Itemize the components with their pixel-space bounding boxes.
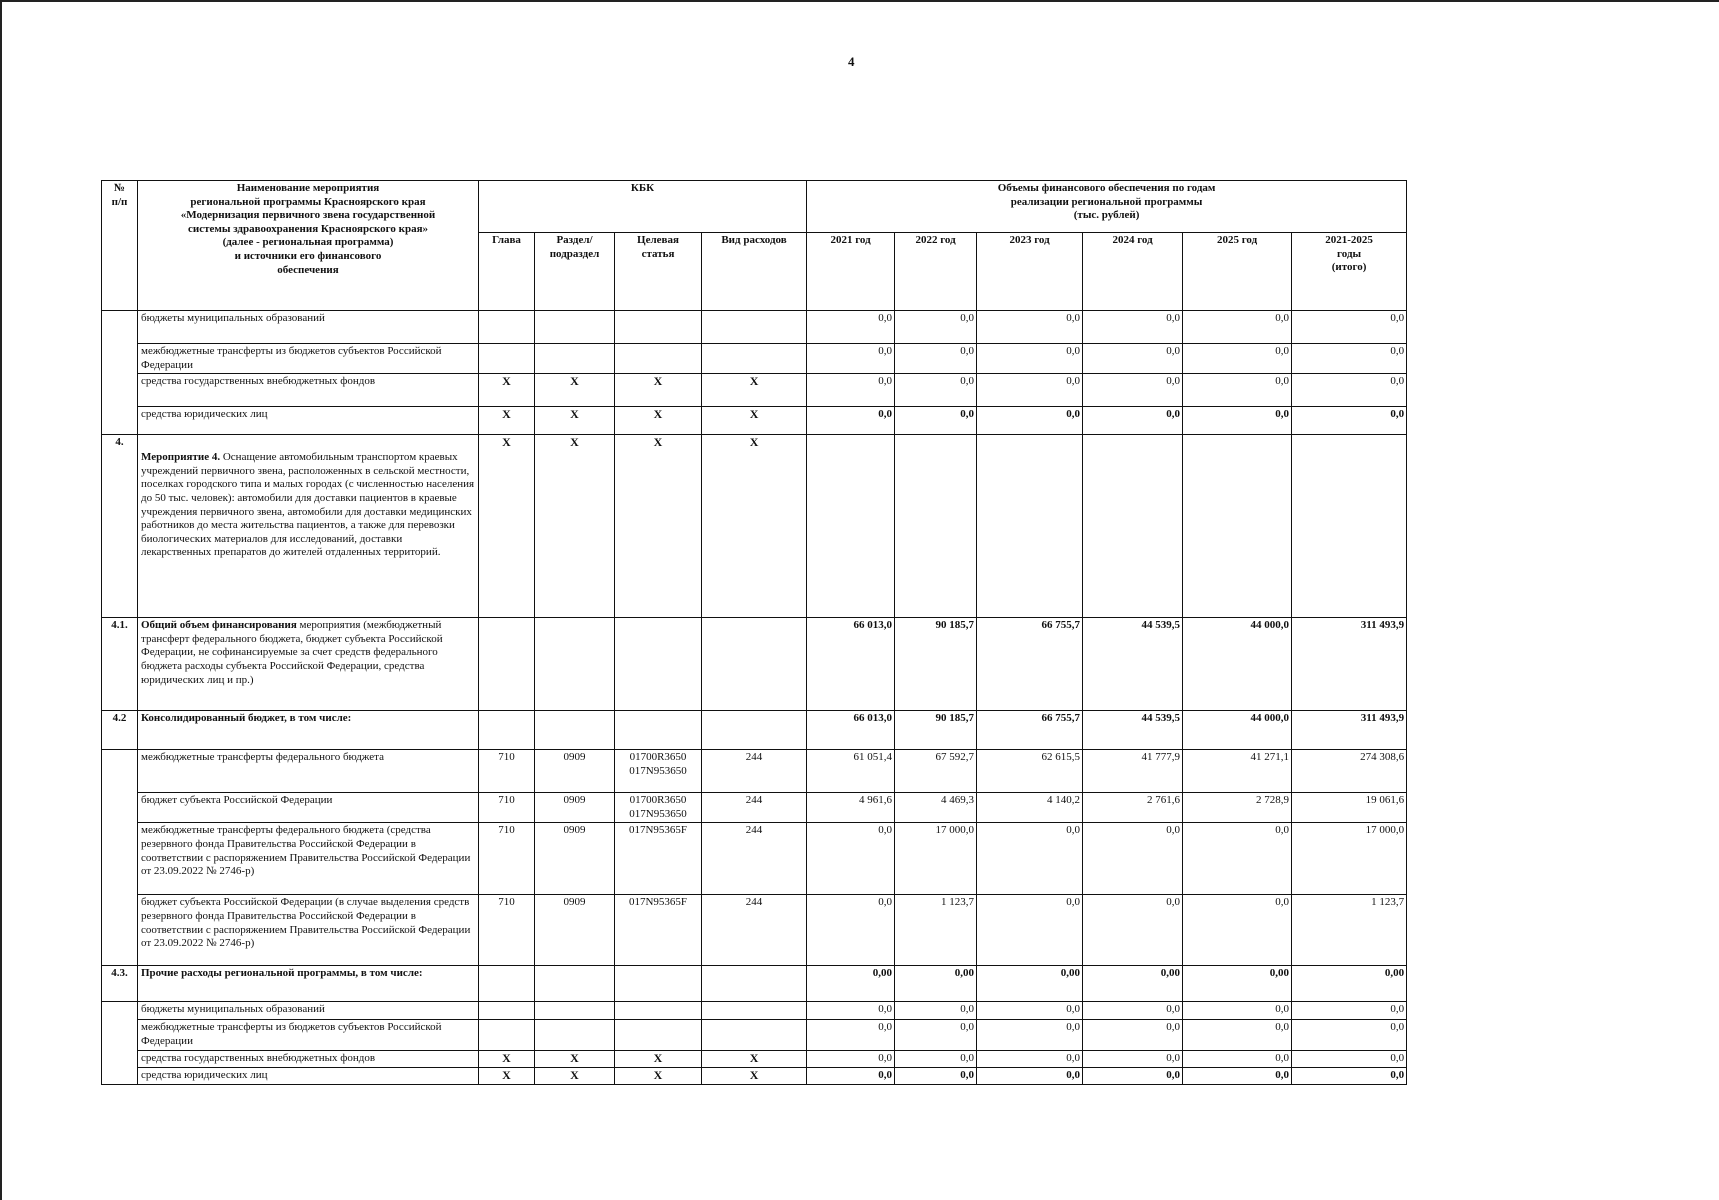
value-total: 311 493,9: [1292, 711, 1407, 750]
value-2025: 0,0: [1183, 407, 1292, 435]
value-2021: 0,0: [807, 374, 895, 407]
value-2021: 0,0: [807, 1050, 895, 1067]
scan-edge: [0, 0, 1719, 2]
header-2024: 2024 год: [1083, 233, 1183, 311]
razdel-cell: X: [535, 435, 615, 618]
table-row: [102, 1067, 1407, 1084]
header-statya: Целевая статья: [615, 233, 702, 311]
row-num-cell: [102, 750, 138, 966]
value-2024: 2 761,6: [1083, 793, 1183, 823]
table-row: [102, 311, 1407, 344]
table-row: [102, 750, 1407, 793]
value-2023: 0,0: [977, 1020, 1083, 1050]
value-2021: 61 051,4: [807, 750, 895, 793]
glava-cell: X: [479, 1050, 535, 1067]
table-header: [102, 181, 1407, 311]
razdel-cell: X: [535, 1067, 615, 1084]
row-name: межбюджетные трансферты федерального бюджета (средства резервного фонда Правительства Российской Федерации в соответствии с распоряжением Правительства Российской Федерации от 23.09.2022 № 2746-р): [138, 823, 479, 895]
value-2023: 66 755,7: [977, 711, 1083, 750]
value-2022: 0,0: [895, 1050, 977, 1067]
statya-cell: 017N95365F: [615, 823, 702, 895]
value-2023: 0,0: [977, 407, 1083, 435]
vid-cell: 244: [702, 793, 807, 823]
value-2025: 0,0: [1183, 374, 1292, 407]
value-2021: 0,0: [807, 895, 895, 966]
row-name: Прочие расходы региональной программы, в том числе:: [138, 966, 479, 1002]
statya-cell: X: [615, 1050, 702, 1067]
value-2025: 0,0: [1183, 823, 1292, 895]
statya-cell: 01700R3650 017N953650: [615, 750, 702, 793]
value-2021: 0,0: [807, 1002, 895, 1020]
vid-cell: [702, 966, 807, 1002]
vid-cell: [702, 711, 807, 750]
measure-4-description: [138, 435, 479, 618]
value-2024: 44 539,5: [1083, 711, 1183, 750]
value-2021: 66 013,0: [807, 618, 895, 711]
value-total: 0,0: [1292, 1050, 1407, 1067]
vid-cell: 244: [702, 895, 807, 966]
row-name: межбюджетные трансферты из бюджетов субъектов Российской Федерации: [138, 344, 479, 374]
value-2023: 0,00: [977, 966, 1083, 1002]
table-row: [102, 793, 1407, 823]
razdel-cell: [535, 311, 615, 344]
row-name: средства государственных внебюджетных фондов: [138, 374, 479, 407]
value-total: 19 061,6: [1292, 793, 1407, 823]
glava-cell: [479, 311, 535, 344]
header-name: Наименование мероприятия региональной программы Красноярского края «Модернизация первичного звена государственной системы здравоохранения Красноярского края» (далее - региональная программа) и источники его финансового обеспечения: [138, 181, 479, 311]
table-row: [102, 407, 1407, 435]
value-2025: 0,0: [1183, 311, 1292, 344]
value-2022: 17 000,0: [895, 823, 977, 895]
value-2023: [977, 435, 1083, 618]
measure-4-text: Оснащение автомобильным транспортом краевых учреждений первичного звена, расположенных в сельской местности, поселках городского типа и малых городах (с численностью населения до 50 тыс. человек): автомобили для доставки пациентов в краевые учреждения первичного звена, автомобили для доставки медицинских работников до места жительства пациентов, а также для перевозки биологических материалов для исследований, доставки лекарственных препаратов до жителей отдаленных территорий.: [141, 451, 475, 559]
header-glava: Глава: [479, 233, 535, 311]
statya-cell: 017N95365F: [615, 895, 702, 966]
value-2023: 0,0: [977, 374, 1083, 407]
header-total: 2021-2025 годы (итого): [1292, 233, 1407, 311]
glava-cell: [479, 1020, 535, 1050]
value-2022: 90 185,7: [895, 618, 977, 711]
razdel-cell: [535, 711, 615, 750]
razdel-cell: X: [535, 1050, 615, 1067]
value-2025: [1183, 435, 1292, 618]
table-row: [102, 1020, 1407, 1050]
razdel-cell: 0909: [535, 895, 615, 966]
statya-cell: 01700R3650 017N953650: [615, 793, 702, 823]
glava-cell: X: [479, 407, 535, 435]
row-name: бюджеты муниципальных образований: [138, 311, 479, 344]
header-num: № п/п: [102, 181, 138, 311]
value-2022: 0,0: [895, 1002, 977, 1020]
row-4-1-description: [138, 618, 479, 711]
header-kbk: КБК: [479, 181, 807, 233]
value-2022: 4 469,3: [895, 793, 977, 823]
vid-cell: [702, 344, 807, 374]
statya-cell: X: [615, 374, 702, 407]
value-2022: 90 185,7: [895, 711, 977, 750]
value-2023: 4 140,2: [977, 793, 1083, 823]
table-row: [102, 1002, 1407, 1020]
value-2024: 0,0: [1083, 311, 1183, 344]
statya-cell: [615, 966, 702, 1002]
finance-table: [101, 180, 1407, 1085]
row-4-3: [102, 966, 1407, 1002]
row-name: средства юридических лиц: [138, 1067, 479, 1084]
value-2025: 0,00: [1183, 966, 1292, 1002]
scan-edge: [0, 0, 2, 1200]
glava-cell: [479, 344, 535, 374]
value-2021: 0,00: [807, 966, 895, 1002]
table-row: [102, 1050, 1407, 1067]
razdel-cell: [535, 618, 615, 711]
row-4-1: [102, 618, 1407, 711]
value-2024: [1083, 435, 1183, 618]
value-2021: 0,0: [807, 407, 895, 435]
row-name: межбюджетные трансферты из бюджетов субъектов Российской Федерации: [138, 1020, 479, 1050]
value-2025: 0,0: [1183, 895, 1292, 966]
razdel-cell: X: [535, 374, 615, 407]
statya-cell: [615, 311, 702, 344]
value-2025: 0,0: [1183, 1050, 1292, 1067]
value-2024: 0,0: [1083, 823, 1183, 895]
value-2025: 0,0: [1183, 1002, 1292, 1020]
value-2021: 0,0: [807, 344, 895, 374]
row-name: бюджеты муниципальных образований: [138, 1002, 479, 1020]
razdel-cell: [535, 966, 615, 1002]
glava-cell: [479, 711, 535, 750]
statya-cell: X: [615, 407, 702, 435]
row-name: средства юридических лиц: [138, 407, 479, 435]
value-2024: 0,0: [1083, 1050, 1183, 1067]
vid-cell: [702, 1020, 807, 1050]
row-name: межбюджетные трансферты федерального бюджета: [138, 750, 479, 793]
value-2022: 0,0: [895, 374, 977, 407]
header-2025: 2025 год: [1183, 233, 1292, 311]
row-name: Консолидированный бюджет, в том числе:: [138, 711, 479, 750]
table-row: [102, 895, 1407, 966]
value-2024: 0,0: [1083, 1020, 1183, 1050]
value-2023: 62 615,5: [977, 750, 1083, 793]
table-row: [102, 374, 1407, 407]
value-total: 0,0: [1292, 344, 1407, 374]
row-4-1-text: мероприятия (межбюджетный трансферт федерального бюджета, бюджет субъекта Российской Федерации, не софинансируемые за счет средств федерального бюджета расходы субъекта Российской Федерации, средства юридических лиц и пр.): [141, 619, 443, 686]
value-2024: 0,00: [1083, 966, 1183, 1002]
statya-cell: [615, 1020, 702, 1050]
value-2023: 0,0: [977, 344, 1083, 374]
glava-cell: 710: [479, 823, 535, 895]
value-2022: 67 592,7: [895, 750, 977, 793]
value-2024: 0,0: [1083, 407, 1183, 435]
value-2021: 0,0: [807, 1067, 895, 1084]
vid-cell: [702, 311, 807, 344]
vid-cell: [702, 618, 807, 711]
table-body: [102, 311, 1407, 1085]
value-2021: [807, 435, 895, 618]
value-2021: 0,0: [807, 311, 895, 344]
value-2022: 0,00: [895, 966, 977, 1002]
value-2021: 4 961,6: [807, 793, 895, 823]
value-total: 0,0: [1292, 311, 1407, 344]
header-volumes: Объемы финансового обеспечения по годам реализации региональной программы (тыс. рублей): [807, 181, 1407, 233]
vid-cell: 244: [702, 750, 807, 793]
value-2024: 0,0: [1083, 374, 1183, 407]
value-2024: 0,0: [1083, 1002, 1183, 1020]
header-vid: Вид расходов: [702, 233, 807, 311]
glava-cell: X: [479, 374, 535, 407]
value-2024: 0,0: [1083, 895, 1183, 966]
row-num: 4.3.: [102, 966, 138, 1002]
value-total: 17 000,0: [1292, 823, 1407, 895]
razdel-cell: [535, 1002, 615, 1020]
value-total: 274 308,6: [1292, 750, 1407, 793]
statya-cell: [615, 1002, 702, 1020]
glava-cell: 710: [479, 895, 535, 966]
value-2025: 0,0: [1183, 344, 1292, 374]
finance-table-container: [101, 180, 1407, 1085]
glava-cell: 710: [479, 793, 535, 823]
value-2023: 0,0: [977, 823, 1083, 895]
value-2025: 44 000,0: [1183, 711, 1292, 750]
value-2022: 0,0: [895, 344, 977, 374]
row-num: 4.2: [102, 711, 138, 750]
value-2023: 0,0: [977, 1050, 1083, 1067]
value-2023: 0,0: [977, 1067, 1083, 1084]
row-num: 4.: [102, 435, 138, 618]
value-2025: 0,0: [1183, 1020, 1292, 1050]
razdel-cell: [535, 344, 615, 374]
row-4-2: [102, 711, 1407, 750]
value-total: 0,00: [1292, 966, 1407, 1002]
razdel-cell: X: [535, 407, 615, 435]
value-2025: 44 000,0: [1183, 618, 1292, 711]
razdel-cell: 0909: [535, 750, 615, 793]
value-2023: 0,0: [977, 311, 1083, 344]
row-name: бюджет субъекта Российской Федерации: [138, 793, 479, 823]
value-2024: 0,0: [1083, 344, 1183, 374]
row-num-cell: [102, 1002, 138, 1084]
vid-cell: X: [702, 1067, 807, 1084]
page-number: 4: [848, 54, 855, 69]
value-2023: 0,0: [977, 895, 1083, 966]
statya-cell: X: [615, 1067, 702, 1084]
value-total: 0,0: [1292, 374, 1407, 407]
razdel-cell: [535, 1020, 615, 1050]
value-2021: 0,0: [807, 823, 895, 895]
value-2022: 1 123,7: [895, 895, 977, 966]
razdel-cell: 0909: [535, 793, 615, 823]
header-razdel: Раздел/ подраздел: [535, 233, 615, 311]
glava-cell: X: [479, 435, 535, 618]
table-row: [102, 823, 1407, 895]
value-2023: 0,0: [977, 1002, 1083, 1020]
vid-cell: X: [702, 374, 807, 407]
value-2022: 0,0: [895, 1020, 977, 1050]
row-name: бюджет субъекта Российской Федерации (в случае выделения средств резервного фонда Правительства Российской Федерации в соответствии с распоряжением Правительства Российской Федерации от 23.09.2022 № 2746-р): [138, 895, 479, 966]
value-2022: 0,0: [895, 311, 977, 344]
value-2022: 0,0: [895, 1067, 977, 1084]
vid-cell: X: [702, 435, 807, 618]
value-total: [1292, 435, 1407, 618]
value-2023: 66 755,7: [977, 618, 1083, 711]
value-2025: 41 271,1: [1183, 750, 1292, 793]
measure-4-title: Мероприятие 4.: [141, 451, 221, 464]
header-2021: 2021 год: [807, 233, 895, 311]
value-2024: 44 539,5: [1083, 618, 1183, 711]
vid-cell: X: [702, 1050, 807, 1067]
value-2021: 66 013,0: [807, 711, 895, 750]
vid-cell: [702, 1002, 807, 1020]
statya-cell: [615, 618, 702, 711]
value-total: 0,0: [1292, 1067, 1407, 1084]
value-2025: 2 728,9: [1183, 793, 1292, 823]
glava-cell: [479, 966, 535, 1002]
value-total: 0,0: [1292, 1002, 1407, 1020]
value-total: 0,0: [1292, 1020, 1407, 1050]
statya-cell: [615, 711, 702, 750]
value-2022: 0,0: [895, 407, 977, 435]
header-2023: 2023 год: [977, 233, 1083, 311]
razdel-cell: 0909: [535, 823, 615, 895]
glava-cell: [479, 1002, 535, 1020]
measure-4-row: [102, 435, 1407, 618]
table-row: [102, 344, 1407, 374]
value-total: 1 123,7: [1292, 895, 1407, 966]
row-num: 4.1.: [102, 618, 138, 711]
value-2025: 0,0: [1183, 1067, 1292, 1084]
glava-cell: 710: [479, 750, 535, 793]
statya-cell: [615, 344, 702, 374]
vid-cell: 244: [702, 823, 807, 895]
value-2024: 41 777,9: [1083, 750, 1183, 793]
value-total: 0,0: [1292, 407, 1407, 435]
header-2022: 2022 год: [895, 233, 977, 311]
value-2024: 0,0: [1083, 1067, 1183, 1084]
value-2021: 0,0: [807, 1020, 895, 1050]
row-num-cell: [102, 311, 138, 435]
row-name: средства государственных внебюджетных фондов: [138, 1050, 479, 1067]
glava-cell: X: [479, 1067, 535, 1084]
vid-cell: X: [702, 407, 807, 435]
value-total: 311 493,9: [1292, 618, 1407, 711]
value-2022: [895, 435, 977, 618]
glava-cell: [479, 618, 535, 711]
statya-cell: X: [615, 435, 702, 618]
row-4-1-title: Общий объем финансирования: [141, 619, 297, 632]
